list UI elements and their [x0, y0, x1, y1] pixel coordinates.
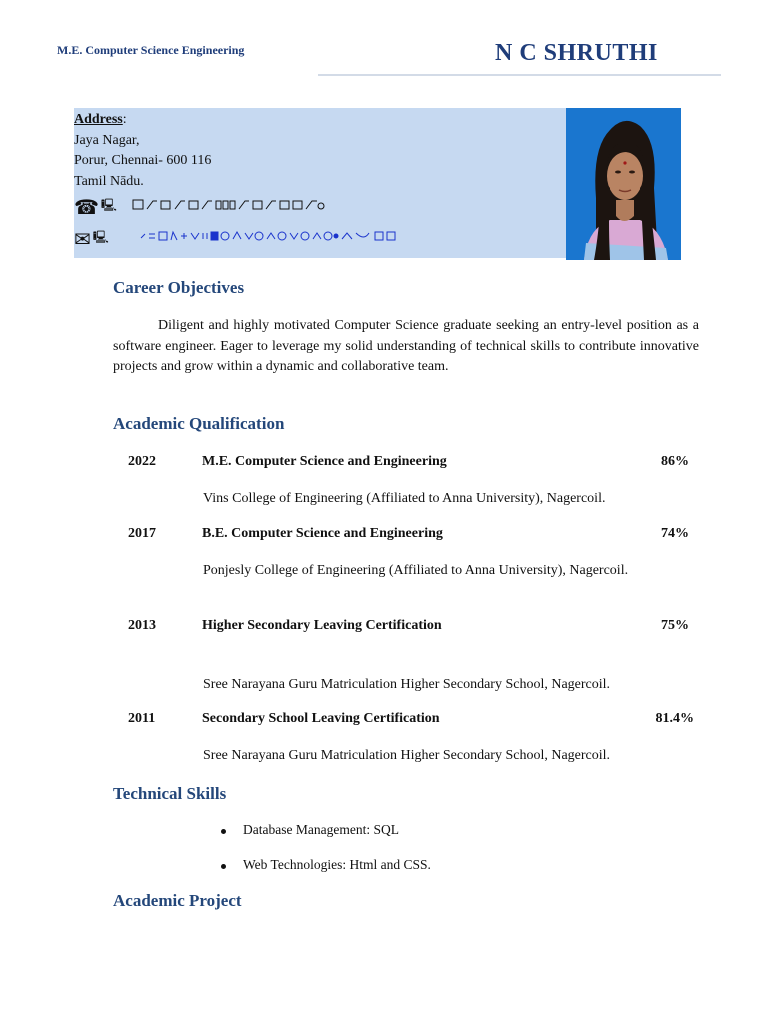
phone-value — [131, 198, 361, 216]
phone-symbols — [131, 198, 361, 212]
envelope-icon: ✉ — [74, 226, 91, 251]
profile-photo — [566, 108, 681, 260]
email-row — [74, 228, 444, 249]
qualification-percent: 81.4% — [655, 711, 694, 726]
qualification-percent: 86% — [661, 454, 689, 469]
address-line-1: Jaya Nagar, — [74, 132, 140, 148]
objective-paragraph: Diligent and highly motivated Computer Science graduate seeking an entry-level position as a software engineer. Eager to leverage my solid understanding of technical skills to contribute innovative projects and grow within a dynamic and collaborative team. — [113, 318, 699, 374]
qualification-institution: Sree Narayana Guru Matriculation Higher Secondary School, Nagercoil. — [203, 748, 611, 763]
qualification-percent: 74% — [661, 526, 689, 541]
qualification-institution: Vins College of Engineering (Affiliated to Anna University), Nagercoil. — [203, 491, 606, 506]
qualification-year: 2017 — [128, 526, 156, 541]
qualification-title: Higher Secondary Leaving Certification — [202, 618, 442, 633]
qualification-title: Secondary School Leaving Certification — [202, 711, 440, 726]
qualification-title: M.E. Computer Science and Engineering — [202, 454, 447, 469]
qualification-year: 2022 — [128, 454, 156, 469]
qualification-percent: 75% — [661, 618, 689, 633]
qualification-institution: Ponjesly College of Engineering (Affiliated to Anna University), Nagercoil. — [203, 563, 629, 578]
list-item — [218, 822, 431, 857]
computer-icon: 🖳 — [100, 198, 117, 212]
section-academic-project: Academic Project — [113, 891, 242, 910]
address-line-2: Porur, Chennai- 600 116 — [74, 153, 212, 168]
qualification-year: 2013 — [128, 618, 156, 633]
skills-list — [218, 822, 431, 892]
list-item — [218, 857, 431, 892]
profile-photo-illustration — [566, 108, 681, 260]
degree-heading: M.E. Computer Science Engineering — [57, 43, 245, 57]
section-career-objectives: Career Objectives — [113, 278, 245, 297]
phone-icon: ☎ — [74, 194, 99, 219]
skill-text: Web Technologies: Html and CSS. — [243, 857, 431, 872]
section-technical-skills: Technical Skills — [113, 784, 227, 803]
phone-row — [74, 196, 361, 217]
address-line-3: Tamil Nādu. — [74, 173, 144, 189]
qualification-title: B.E. Computer Science and Engineering — [202, 526, 443, 541]
address-label: Address — [74, 112, 123, 127]
address-text: Address: Jaya Nagar, Porur, Chennai- 600 116 Tamil Nādu. — [74, 110, 211, 192]
header-divider — [318, 74, 721, 76]
skill-text: Database Management: SQL — [243, 822, 399, 837]
computer-icon: 🖳 — [92, 230, 109, 244]
email-link[interactable] — [139, 229, 444, 248]
email-symbols — [139, 229, 444, 243]
section-academic-qualification: Academic Qualification — [113, 414, 285, 433]
bullet-icon — [221, 864, 226, 869]
qualification-year: 2011 — [128, 711, 156, 726]
address-block — [74, 108, 566, 258]
bullet-icon — [221, 829, 226, 834]
candidate-name: N C SHRUTHI — [495, 40, 658, 66]
qualification-institution: Sree Narayana Guru Matriculation Higher Secondary School, Nagercoil. — [203, 677, 611, 692]
